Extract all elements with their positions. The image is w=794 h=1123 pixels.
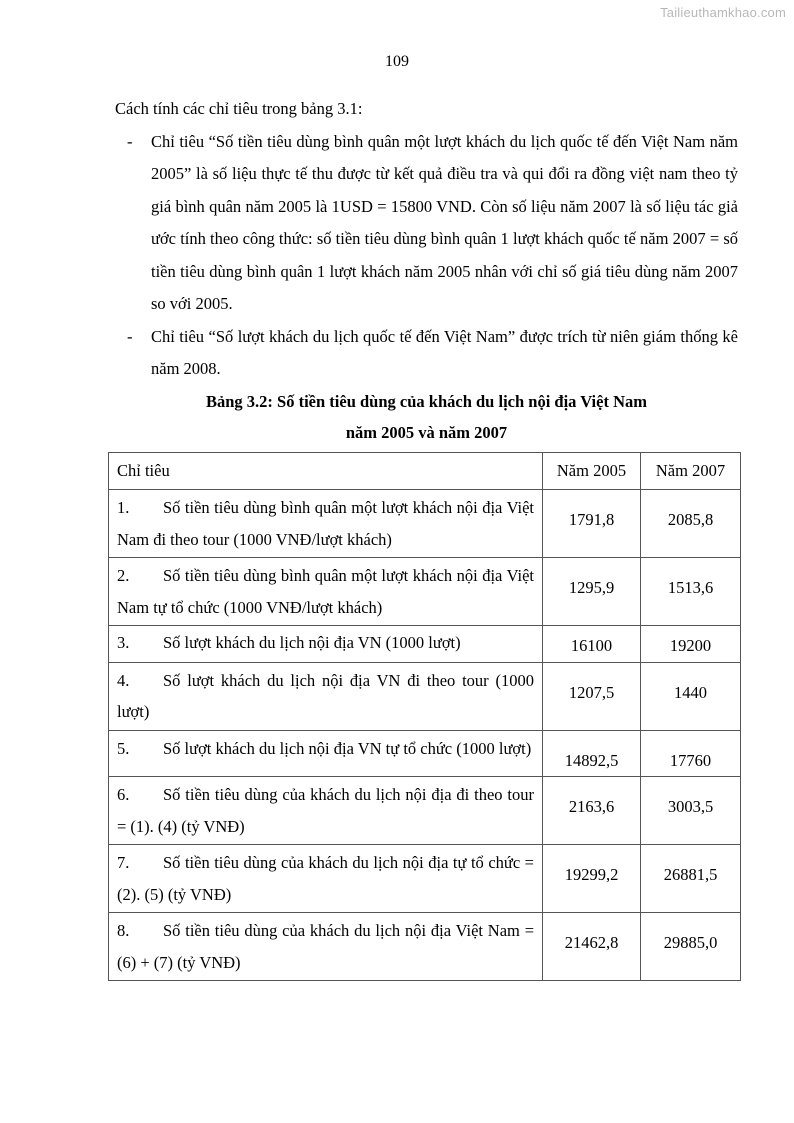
value-2007: 19200 bbox=[641, 626, 741, 663]
row-number: 5. bbox=[117, 738, 130, 758]
value-2005: 14892,5 bbox=[543, 730, 641, 777]
row-label: Số tiền tiêu dùng của khách du lịch nội địa Việt Nam = (6) + (7) (tỷ VNĐ) bbox=[117, 921, 534, 972]
header-year-2007: Năm 2007 bbox=[641, 453, 741, 490]
page-number: 109 bbox=[385, 53, 409, 70]
table-row bbox=[109, 490, 741, 558]
header-indicator: Chỉ tiêu bbox=[109, 453, 543, 490]
value-2007: 29885,0 bbox=[641, 913, 741, 981]
value-2005: 2163,6 bbox=[543, 777, 641, 845]
header-year-2005: Năm 2005 bbox=[543, 453, 641, 490]
table-header-row bbox=[109, 453, 741, 490]
indicator-cell bbox=[109, 558, 543, 626]
table-caption-line1: Bảng 3.2: Số tiền tiêu dùng của khách du lịch nội địa Việt Nam bbox=[205, 391, 647, 411]
table-row bbox=[109, 913, 741, 981]
value-2005: 19299,2 bbox=[543, 845, 641, 913]
value-2007: 2085,8 bbox=[641, 490, 741, 558]
value-2005: 1207,5 bbox=[543, 662, 641, 730]
row-number: 6. bbox=[117, 785, 130, 804]
bullet-list bbox=[115, 126, 738, 386]
row-label: Số tiền tiêu dùng bình quân một lượt khách nội địa Việt Nam đi theo tour (1000 VNĐ/lượt khách) bbox=[117, 498, 534, 549]
indicator-cell bbox=[109, 913, 543, 981]
bullet-item bbox=[115, 126, 738, 321]
row-label: Số lượt khách du lịch nội địa VN (1000 lượt) bbox=[163, 633, 461, 652]
table-row bbox=[109, 845, 741, 913]
row-label: Số tiền tiêu dùng của khách du lịch nội địa đi theo tour = (1). (4) (tỷ VNĐ) bbox=[117, 785, 534, 836]
value-2007: 26881,5 bbox=[641, 845, 741, 913]
table-row bbox=[109, 662, 741, 730]
bullet-item bbox=[115, 321, 738, 386]
row-number: 3. bbox=[117, 633, 130, 652]
bullet-dash: - bbox=[127, 326, 133, 346]
watermark: Tailieuthamkhao.com bbox=[660, 5, 786, 20]
page-content bbox=[115, 93, 738, 448]
intro-paragraph: Cách tính các chỉ tiêu trong bảng 3.1: bbox=[115, 99, 363, 118]
row-label: Số lượt khách du lịch nội địa VN đi theo tour (1000 lượt) bbox=[117, 670, 534, 721]
table-caption-line2: năm 2005 và năm 2007 bbox=[345, 422, 508, 442]
bullet-dash: - bbox=[127, 131, 133, 151]
table-row bbox=[109, 626, 741, 663]
row-label: Số tiền tiêu dùng bình quân một lượt khách nội địa Việt Nam tự tổ chức (1000 VNĐ/lượt khách) bbox=[117, 566, 534, 617]
value-2005: 1791,8 bbox=[543, 490, 641, 558]
row-label: Số tiền tiêu dùng của khách du lịch nội địa tự tổ chức = (2). (5) (tỷ VNĐ) bbox=[117, 853, 534, 904]
row-number: 1. bbox=[117, 498, 130, 517]
row-number: 8. bbox=[117, 921, 130, 940]
row-number: 2. bbox=[117, 566, 130, 585]
value-2007: 1513,6 bbox=[641, 558, 741, 626]
row-number: 7. bbox=[117, 853, 130, 872]
value-2007: 3003,5 bbox=[641, 777, 741, 845]
data-table-wrapper bbox=[108, 452, 740, 981]
data-table bbox=[108, 452, 741, 981]
value-2005: 1295,9 bbox=[543, 558, 641, 626]
indicator-cell bbox=[109, 490, 543, 558]
table-row bbox=[109, 777, 741, 845]
value-2007: 17760 bbox=[641, 730, 741, 777]
table-row bbox=[109, 558, 741, 626]
value-2005: 16100 bbox=[543, 626, 641, 663]
indicator-cell bbox=[109, 730, 543, 777]
row-number: 4. bbox=[117, 670, 130, 690]
bullet-text: Chỉ tiêu “Số tiền tiêu dùng bình quân một lượt khách du lịch quốc tế đến Việt Nam năm 2005” là số liệu thực tế thu được từ kết quả điều tra và qui đổi ra đồng việt nam theo tỷ giá bình quân năm 2005 là 1USD = 15800 VND. Còn số liệu năm 2007 là số liệu tác giả ước tính theo công thức: số tiền tiêu dùng bình quân 1 lượt khách quốc tế năm 2007 = số tiền tiêu dùng bình quân 1 lượt khách năm 2005 nhân với chỉ số giá tiêu dùng năm 2007 so với 2005. bbox=[151, 131, 738, 313]
indicator-cell bbox=[109, 777, 543, 845]
value-2005: 21462,8 bbox=[543, 913, 641, 981]
value-2007: 1440 bbox=[641, 662, 741, 730]
bullet-text: Chỉ tiêu “Số lượt khách du lịch quốc tế đến Việt Nam” được trích từ niên giám thống kê năm 2008. bbox=[151, 326, 738, 378]
table-row bbox=[109, 730, 741, 777]
row-label: Số lượt khách du lịch nội địa VN tự tổ chức (1000 lượt) bbox=[163, 738, 532, 758]
indicator-cell bbox=[109, 845, 543, 913]
indicator-cell bbox=[109, 662, 543, 730]
indicator-cell bbox=[109, 626, 543, 663]
